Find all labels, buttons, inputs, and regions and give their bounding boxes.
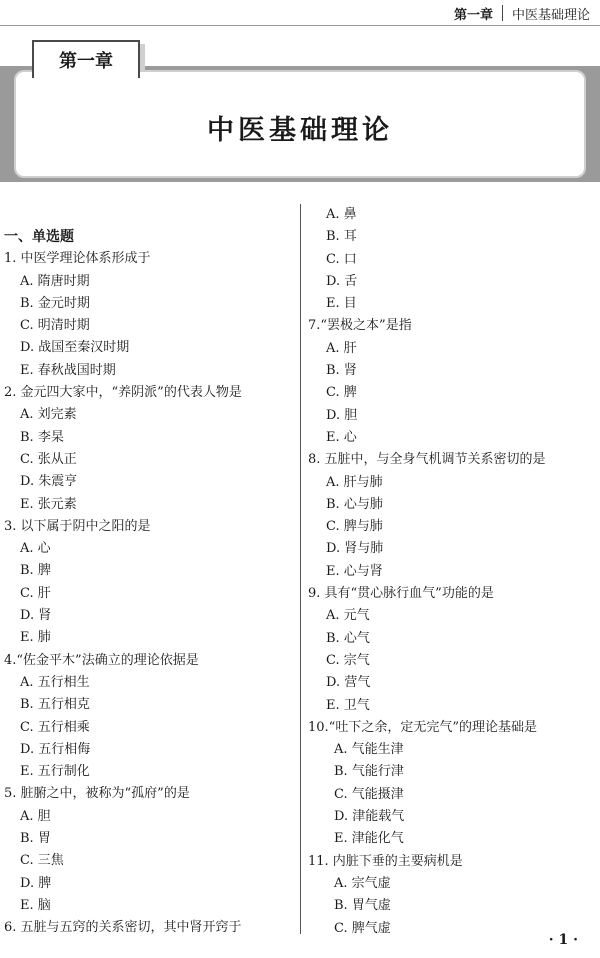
answer-option: A. 心: [20, 541, 51, 557]
answer-option: B. 金元时期: [20, 295, 90, 311]
question-stem: 3. 以下属于阴中之阳的是: [4, 518, 151, 534]
answer-option: B. 五行相克: [20, 697, 90, 713]
question-stem: 4.“佐金平木”法确立的理论依据是: [4, 652, 199, 668]
answer-option: A. 刘完素: [20, 407, 77, 423]
answer-option: D. 营气: [326, 675, 371, 691]
running-head-separator: [502, 5, 503, 21]
answer-option: D. 战国至秦汉时期: [20, 340, 130, 356]
answer-option: E. 五行制化: [20, 764, 90, 780]
question-stem: 6. 五脏与五窍的关系密切，其中肾开窍于: [4, 920, 242, 936]
answer-option: E. 张元素: [20, 496, 77, 512]
answer-option: B. 胃: [20, 831, 51, 847]
answer-option: B. 心气: [326, 630, 370, 646]
answer-option: C. 明清时期: [20, 318, 90, 334]
answer-option: E. 卫气: [326, 697, 370, 713]
answer-option: E. 春秋战国时期: [20, 362, 116, 378]
answer-option: C. 宗气: [326, 652, 370, 668]
question-stem: 11. 内脏下垂的主要病机是: [308, 853, 463, 869]
answer-option: B. 心与肺: [326, 496, 383, 512]
answer-option: C. 五行相乘: [20, 719, 90, 735]
answer-option: E. 心: [326, 429, 357, 445]
answer-option: A. 隋唐时期: [20, 273, 90, 289]
answer-option: B. 气能行津: [334, 764, 404, 780]
answer-option: D. 五行相侮: [20, 741, 91, 757]
answer-option: D. 胆: [326, 407, 358, 423]
answer-option: B. 胃气虚: [334, 898, 391, 914]
answer-option: C. 肝: [20, 585, 51, 601]
header-rule: [0, 25, 600, 26]
answer-option: C. 口: [326, 251, 357, 267]
answer-option: D. 脾: [20, 875, 52, 891]
answer-option: A. 气能生津: [334, 742, 404, 758]
answer-option: E. 心与肾: [326, 563, 383, 579]
page-number: · 1 ·: [548, 932, 578, 948]
answer-option: D. 肾: [20, 608, 52, 624]
answer-option: C. 三焦: [20, 853, 64, 869]
answer-option: E. 肺: [20, 630, 51, 646]
answer-option: E. 脑: [20, 897, 51, 913]
right-column: [308, 204, 592, 940]
running-head: [454, 2, 590, 24]
question-stem: 5. 脏腑之中，被称为“孤府”的是: [4, 786, 190, 802]
answer-option: A. 胆: [20, 808, 51, 824]
running-head-title: 中医基础理论: [511, 7, 590, 23]
answer-option: C. 气能摄津: [334, 786, 404, 802]
answer-option: A. 五行相生: [20, 674, 90, 690]
answer-option: A. 肝与肺: [326, 474, 383, 490]
answer-option: A. 元气: [326, 608, 370, 624]
running-head-chapter: 第一章: [453, 7, 493, 23]
answer-option: D. 津能载气: [334, 809, 405, 825]
chapter-title: 中医基础理论: [207, 115, 393, 146]
section-heading: 一、单选题: [4, 229, 74, 245]
answer-option: C. 脾与肺: [326, 519, 383, 535]
answer-option: C. 脾气虚: [334, 920, 391, 936]
chapter-tab: 第一章: [32, 40, 140, 78]
answer-option: A. 肝: [326, 340, 357, 356]
question-stem: 1. 中医学理论体系形成于: [4, 251, 151, 267]
answer-option: A. 宗气虚: [334, 875, 391, 891]
question-stem: 9. 具有“贯心脉行血气”功能的是: [308, 586, 494, 602]
answer-option: B. 李杲: [20, 429, 64, 445]
answer-option: D. 舌: [326, 273, 358, 289]
answer-option: D. 朱震亨: [20, 474, 78, 490]
answer-option: C. 脾: [326, 385, 357, 401]
answer-option: E. 津能化气: [334, 831, 404, 847]
question-stem: 7.“罢极之本”是指: [308, 318, 412, 334]
answer-option: B. 耳: [326, 229, 357, 245]
answer-option: B. 脾: [20, 563, 51, 579]
answer-option: C. 张从正: [20, 451, 77, 467]
left-column: [4, 204, 296, 940]
answer-option: B. 肾: [326, 363, 357, 379]
answer-option: E. 目: [326, 296, 357, 312]
question-stem: 10.“吐下之余，定无完气”的理论基础是: [308, 719, 537, 735]
column-divider: [300, 204, 301, 934]
question-stem: 2. 金元四大家中，“养阴派”的代表人物是: [4, 385, 242, 401]
question-stem: 8. 五脏中，与全身气机调节关系密切的是: [308, 452, 546, 468]
answer-option: D. 肾与肺: [326, 541, 384, 557]
answer-option: A. 鼻: [326, 207, 357, 222]
